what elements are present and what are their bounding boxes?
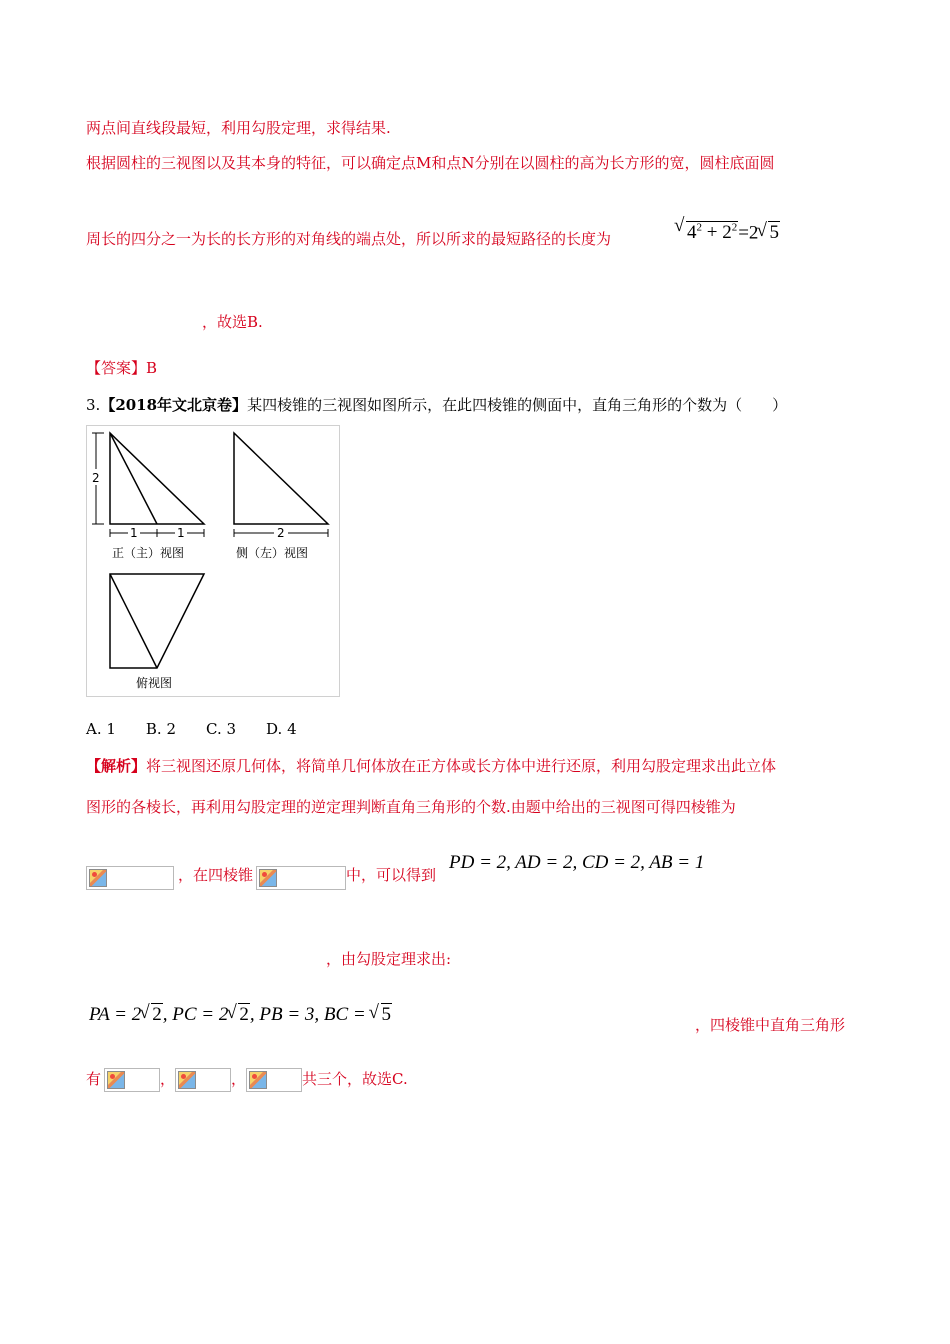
dim-height-label: 2 <box>92 471 100 485</box>
analysis-line-3b: 中，可以得到 <box>346 866 437 884</box>
broken-image-icon <box>249 1071 267 1089</box>
analysis-line-4: ，由勾股定理求出: <box>326 950 452 968</box>
dim-side-label: 2 <box>277 526 285 540</box>
question-source: 【2018年文北京卷】 <box>100 396 248 414</box>
pythagoras-formula: √ $4^2 + 2^2=2√$ 5 <box>676 218 780 243</box>
pythagoras-results-formula: PA = 2√ 2, PC = 2√ 2, PB = 3, BC = √ 5 <box>89 1005 392 1025</box>
sqrt-sign: √ $4^2 + 2^2$ <box>676 218 738 243</box>
analysis-line-2: 图形的各棱长，再利用勾股定理的逆定理判断直角三角形的个数.由题中给出的三视图可得四棱锥为 <box>86 798 736 816</box>
question-3 <box>86 395 787 415</box>
top-view-label: 俯视图 <box>136 676 173 690</box>
broken-image-2 <box>256 866 346 890</box>
three-view-svg <box>86 425 340 697</box>
broken-image-5 <box>246 1068 302 1092</box>
broken-image-3 <box>104 1068 160 1092</box>
text-line-3: 周长的四分之一为长的长方形的对角线的端点处，所以所求的最短路径的长度为 <box>86 230 612 248</box>
front-view-label: 正（主）视图 <box>112 546 185 560</box>
broken-image-icon <box>178 1071 196 1089</box>
analysis-line-6a: 有 <box>86 1070 102 1088</box>
analysis-line-3a: ，在四棱锥 <box>178 866 254 884</box>
three-view-figure <box>86 425 340 697</box>
question-text: 某四棱锥的三视图如图所示，在此四棱锥的侧面中，直角三角形的个数为（ ） <box>247 396 788 414</box>
text-line-4: ，故选B. <box>202 313 263 331</box>
edge-lengths-formula: PD = 2, AD = 2, CD = 2, AB = 1 <box>449 852 705 873</box>
broken-image-icon <box>89 869 107 887</box>
analysis-line-6c: ， <box>231 1070 247 1088</box>
analysis-line-6d: 共三个，故选C. <box>302 1070 408 1088</box>
broken-image-icon <box>107 1071 125 1089</box>
answer-options: A. 1 B. 2 C. 3 D. 4 <box>86 720 297 738</box>
analysis-tag: 【解析】 <box>86 757 147 775</box>
text-line-2: 根据圆柱的三视图以及其本身的特征，可以确定点M和点N分别在以圆柱的高为长方形的宽，圆柱底面圆 <box>86 154 775 172</box>
analysis-line-1: 【解析】将三视图还原几何体，将简单几何体放在正方体或长方体中进行还原，利用勾股定理求出此立体 <box>86 757 777 775</box>
answer-label: 【答案】B <box>86 359 158 377</box>
dim-front-left-label: 1 <box>130 526 138 540</box>
broken-image-icon <box>259 869 277 887</box>
question-number: 3. <box>86 396 101 414</box>
analysis-line-6b: ， <box>160 1070 176 1088</box>
broken-image-4 <box>175 1068 231 1092</box>
dim-front-right-label: 1 <box>177 526 185 540</box>
figure-frame <box>87 426 340 697</box>
analysis-line-5: ，四棱锥中直角三角形 <box>695 1016 846 1034</box>
broken-image-1 <box>86 866 174 890</box>
text-line-1: 两点间直线段最短，利用勾股定理，求得结果. <box>86 119 391 137</box>
side-view-label: 侧（左）视图 <box>236 546 309 560</box>
